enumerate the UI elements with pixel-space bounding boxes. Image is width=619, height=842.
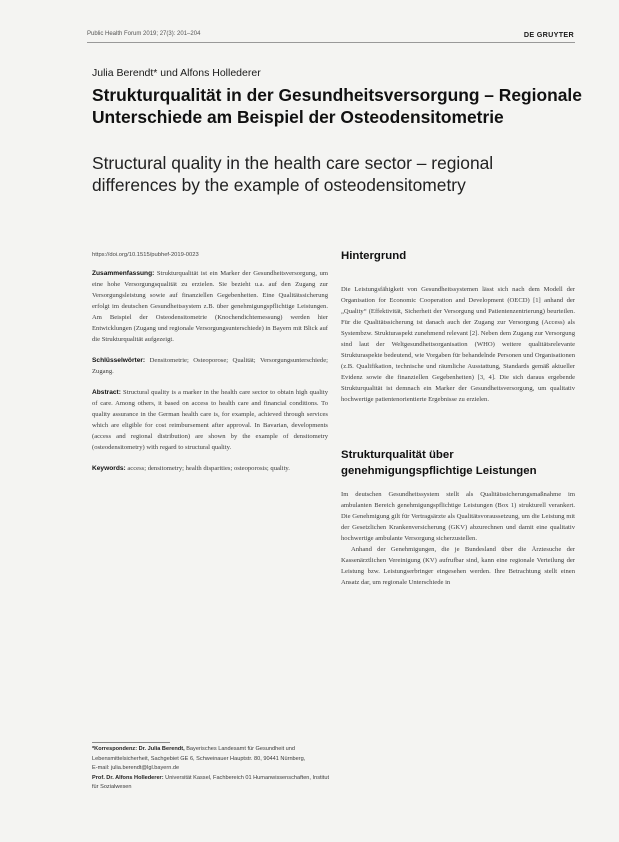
abstract-german — [92, 268, 328, 345]
second-author — [92, 774, 330, 793]
abstract-german-lead: Zusammenfassung: — [92, 270, 155, 277]
keywords-english — [92, 463, 328, 474]
keywords-english-text: access; densitometry; health disparities; osteoporosis; quality. — [127, 465, 290, 472]
abstract-german-text: Strukturqualität ist ein Marker der Gesundheitsversorgung, um eine hohe Versorgungsqualität zu erzielen. Sie bezieht u.a. auf den Zugang zur Versorgungsleistung sowie auf finanziellen Gegebenheiten. Eine Qualitätssicherung erfolgt im deutschen Gesundheitssystem z.B. über genehmigungspflichtige Leistungen. Am Beispiel der Osteodensitometrie (Knochendichtemessung) werden hier Entwicklungen (Zugang und regionale Versorgungsunterschiede) in Bayern mit Blick auf die Strukturqualität aufgezeigt. — [92, 270, 328, 343]
doi-link[interactable]: https://doi.org/10.1515/pubhef-2019-0023 — [92, 252, 199, 258]
abstract-english — [92, 387, 328, 453]
publisher-name: DE GRUYTER — [523, 30, 574, 39]
section-heading-hintergrund: Hintergrund — [341, 250, 407, 262]
correspondence-address: Bayerisches Landesamt für Gesundheit und Lebensmittelsicherheit, Sachgebiet GE 6, Schweinauer Hauptstr. 80, 90441 Nürnberg, — [92, 746, 306, 762]
abstract-english-text: Structural quality is a marker in the health care sector to obtain high quality of care. Among others, it based on access to health care and financial conditions. To quality assurance in the German health care is, for example, achieved through services which are eligible for cost reimbursement after approval. In Bavarian, developments (access and regional distribution) are shown by the example of densitometry (osteodensitometry) with regard to structural quality. — [92, 389, 328, 451]
second-author-affiliation: Universität Kassel, Fachbereich 01 Humanwissenschaften, Institut für Sozialwesen — [92, 774, 330, 791]
title-german: Strukturqualität in der Gesundheitsversorgung – Regionale Unterschiede am Beispiel der Osteodensitometrie — [92, 85, 582, 127]
keywords-english-lead: Keywords: — [92, 465, 126, 472]
hintergrund-paragraph: Die Leistungsfähigkeit von Gesundheitssystemen lässt sich nach dem Modell der Organisation for Economic Cooperation and Development (OECD) [1] anhand der „Quality“ (Effektivität, Sicherheit der Versorgung und Patientenzentrierung) beurteilen. Für die Qualitätssicherung ist danach auch der Zugang zur Versorgung (Access) als Systembzw. Strukturaspekt zunehmend relevant [2]. Neben dem Zugang zur Versorgung sind laut der Weltgesundheitsorganisation (WHO) weitere qualitätsrelevante Strukturaspekte bedeutend, wie Vorgaben für behandelnde Personen und Organisationen (z.B. Qualifikation, technische und räumliche Ausstattung, Standards gemäß aktueller Evidenz sowie die finanziellen Gegebenheiten) [3, 4]. Die sich daraus ergebende Strukturqualität ist demnach ein Marker der Gesundheitsversorgung, um qualitativ hochwertige patientenorientierte Ergebnisse zu erzielen. — [341, 286, 575, 403]
abstract-english-lead: Abstract: — [92, 389, 121, 396]
journal-reference: Public Health Forum 2019; 27(3): 201–204 — [87, 31, 201, 37]
footnote-rule — [92, 742, 170, 743]
correspondence-email[interactable]: E-mail: julia.berendt@lgl.bayern.de — [92, 765, 180, 772]
correspondence-lead: *Korrespondenz: Dr. Julia Berendt, — [92, 746, 185, 752]
author-line: Julia Berendt* und Alfons Hollederer — [92, 67, 261, 79]
title-english: Structural quality in the health care sector – regional differences by the example of osteodensitometry — [92, 153, 494, 195]
keywords-german-text: Densitometrie; Osteoporose; Qualität; Versorgungsunterschiede; Zugang. — [92, 357, 328, 375]
strukturqualitaet-paragraph-2: Anhand der Genehmigungen, die je Bundesland über die Ärztesuche der Kassenärztlichen Vereinigung (KV) aufrufbar sind, kann eine regionale Verteilung der Leistung bzw. Leistungserbringer eingesehen werden. Ihre Betrachtung stellt einen Ansatz dar, um regionale Unterschiede in — [341, 546, 575, 586]
section-heading-strukturqualitaet: Strukturqualität über genehmigungspflichtige Leistungen — [341, 449, 537, 477]
keywords-german-lead: Schlüsselwörter: — [92, 357, 146, 364]
correspondence-footnote — [92, 745, 330, 793]
strukturqualitaet-paragraph-1: Im deutschen Gesundheitssystem stellt als Qualitätssicherungsmaßnahme im ambulanten Bereich genehmigungspflichtige Leistungen (Box 1) strukturell verankert. Die Genehmigung gilt für Vertragsärzte als Qualitätsvoraussetzung, um die Leistung mit der Gesetzlichen Krankenversicherung (GKV) abzurechnen und damit eine qualitativ hochwertige ambulante Versorgung sicherzustellen. — [341, 491, 575, 542]
header-rule — [87, 42, 575, 43]
keywords-german — [92, 355, 328, 377]
second-author-lead: Prof. Dr. Alfons Hollederer: — [92, 774, 164, 781]
correspondence-author — [92, 745, 330, 764]
left-column — [92, 268, 328, 484]
right-column — [341, 248, 575, 588]
